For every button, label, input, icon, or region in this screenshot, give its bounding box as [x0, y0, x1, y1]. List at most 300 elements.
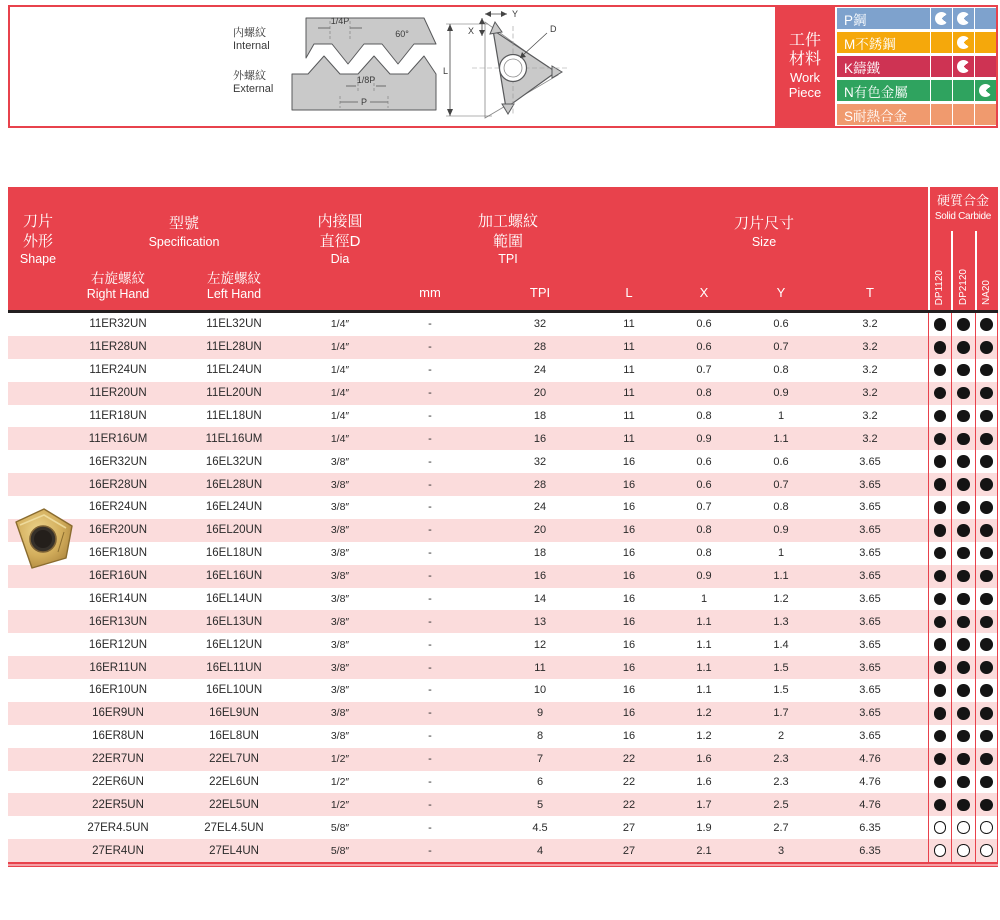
cell-y: 2 — [777, 730, 785, 743]
cell-x: 1.1 — [696, 615, 712, 628]
grade-mark-cell — [975, 725, 998, 748]
grade-mark-cell — [975, 839, 998, 862]
material-label: K鑄鐵 — [844, 60, 881, 76]
cell-x: 0.8 — [696, 524, 712, 537]
cell-tpi: 16 — [533, 570, 547, 583]
cell-x: 0.7 — [696, 501, 712, 514]
cell-l: 11 — [623, 364, 635, 377]
cell-dia: 3/8″ — [330, 592, 350, 605]
grade-mark-cell — [951, 793, 975, 816]
grade-mark-cell — [951, 679, 975, 702]
filled-dot-icon — [934, 776, 947, 789]
cell-dia: 1/4″ — [330, 387, 350, 400]
cell-mm: - — [428, 455, 432, 468]
filled-dot-icon — [957, 661, 970, 674]
cell-dia: 3/8″ — [330, 547, 350, 560]
cell-tpi: 24 — [533, 364, 547, 377]
table-row — [8, 656, 998, 679]
cell-right-hand: 16ER16UN — [88, 570, 148, 583]
insert-photo — [6, 496, 82, 584]
cell-left-hand: 16EL24UN — [205, 501, 263, 514]
cell-y: 0.9 — [773, 524, 789, 537]
cell-l: 16 — [622, 661, 636, 674]
filled-dot-icon — [957, 776, 970, 789]
cell-x: 1.7 — [696, 798, 712, 811]
cell-right-hand: 16ER20UN — [88, 524, 148, 537]
cell-dia: 3/8″ — [330, 638, 350, 651]
filled-dot-icon — [934, 364, 947, 377]
cell-y: 1.1 — [773, 432, 789, 445]
cell-tpi: 11 — [534, 661, 546, 674]
filled-dot-icon — [934, 684, 947, 697]
workpiece-legend — [775, 7, 996, 126]
table-row — [8, 519, 998, 542]
grade-mark-cell — [951, 816, 975, 839]
grade-mark-cell — [928, 588, 951, 611]
cell-l: 22 — [622, 753, 636, 766]
filled-dot-icon — [934, 707, 947, 720]
filled-dot-icon — [934, 341, 947, 354]
cell-l: 27 — [622, 821, 636, 834]
grade-mark-cell — [928, 748, 951, 771]
grade-mark-cell — [951, 656, 975, 679]
cell-x: 1.6 — [696, 753, 712, 766]
cell-tpi: 13 — [533, 615, 547, 628]
col-header-right-hand: 右旋螺紋 Right Hand — [86, 270, 150, 302]
grade-mark-cell — [951, 633, 975, 656]
cell-right-hand: 22ER6UN — [92, 775, 144, 788]
cell-l: 27 — [622, 844, 636, 857]
grade-mark-cell — [928, 427, 951, 450]
dim-y: Y — [512, 9, 519, 19]
grade-mark-cell — [928, 450, 951, 473]
cell-x: 0.8 — [696, 387, 712, 400]
grade-mark-cell — [975, 542, 998, 565]
filled-dot-icon — [934, 387, 947, 400]
cell-t: 3.2 — [862, 364, 878, 377]
dim-angle: 60° — [395, 29, 409, 39]
cell-x: 1.9 — [696, 821, 712, 834]
filled-dot-icon — [980, 455, 993, 468]
cell-tpi: 16 — [533, 432, 547, 445]
filled-dot-icon — [934, 799, 947, 812]
table-row — [8, 725, 998, 748]
grade-mark-cell — [975, 496, 998, 519]
cell-right-hand: 11ER18UN — [89, 409, 147, 422]
cell-right-hand: 22ER5UN — [92, 798, 144, 811]
cell-left-hand: 22EL7UN — [209, 753, 259, 766]
grade-mark-cell — [951, 427, 975, 450]
table-row — [8, 633, 998, 656]
table-row — [8, 542, 998, 565]
material-grade-cell — [974, 104, 996, 125]
table-row — [8, 610, 998, 633]
legend-title-line: Piece — [788, 85, 822, 101]
grade-mark-cell — [928, 473, 951, 496]
table-row — [8, 450, 998, 473]
cell-dia: 3/8″ — [330, 501, 350, 514]
cell-l: 16 — [622, 592, 636, 605]
filled-dot-icon — [934, 524, 947, 537]
cell-l: 11 — [623, 409, 635, 422]
dim-x: X — [468, 26, 475, 36]
cell-t: 3.2 — [862, 318, 878, 331]
cell-left-hand: 22EL5UN — [209, 798, 259, 811]
cell-mm: - — [428, 798, 432, 811]
cell-y: 0.9 — [773, 387, 789, 400]
grade-mark-cell — [928, 679, 951, 702]
cell-left-hand: 11EL24UN — [206, 364, 262, 377]
cell-left-hand: 16EL28UN — [205, 478, 263, 491]
workpiece-legend-title — [775, 7, 835, 126]
suitability-mark-icon — [957, 36, 970, 49]
cell-tpi: 32 — [533, 318, 547, 331]
cell-right-hand: 16ER28UN — [88, 478, 148, 491]
cell-tpi: 18 — [533, 547, 547, 560]
material-row — [837, 80, 996, 101]
filled-dot-icon — [980, 433, 993, 446]
cell-x: 0.8 — [696, 409, 712, 422]
cell-x: 0.6 — [696, 341, 712, 354]
cell-left-hand: 22EL6UN — [209, 775, 259, 788]
cell-t: 4.76 — [859, 798, 881, 811]
cell-mm: - — [428, 661, 432, 674]
col-header-grade-dp1120: DP1120 — [934, 269, 945, 305]
grade-mark-cell — [928, 359, 951, 382]
filled-dot-icon — [957, 341, 970, 354]
table-row — [8, 679, 998, 702]
table-body — [8, 313, 998, 862]
grade-mark-cell — [928, 542, 951, 565]
material-row — [837, 32, 996, 53]
table-row — [8, 336, 998, 359]
grade-mark-cell — [975, 405, 998, 428]
table-row — [8, 405, 998, 428]
material-grade-cell — [930, 104, 952, 125]
grade-mark-cell — [975, 748, 998, 771]
col-header-grade-na20: NA20 — [981, 279, 992, 305]
grade-mark-cell — [951, 748, 975, 771]
grade-mark-cell — [951, 725, 975, 748]
cell-l: 16 — [622, 478, 636, 491]
grade-mark-cell — [928, 405, 951, 428]
cell-tpi: 7 — [536, 753, 544, 766]
filled-dot-icon — [980, 387, 993, 400]
cell-t: 4.76 — [859, 753, 881, 766]
cell-t: 3.2 — [862, 409, 878, 422]
legend-title-line: 工件 — [788, 32, 821, 50]
cell-y: 1.2 — [773, 592, 789, 605]
grade-mark-cell — [928, 702, 951, 725]
cell-mm: - — [428, 707, 432, 720]
filled-dot-icon — [980, 776, 993, 789]
cell-l: 16 — [622, 707, 636, 720]
filled-dot-icon — [980, 753, 993, 766]
grade-mark-cell — [951, 382, 975, 405]
dim-d: D — [550, 24, 557, 34]
material-grade-cell — [930, 56, 952, 77]
external-thread-label — [233, 70, 273, 96]
table-row — [8, 793, 998, 816]
table-row — [8, 313, 998, 336]
cell-tpi: 9 — [536, 707, 544, 720]
cell-left-hand: 16EL18UN — [205, 547, 263, 560]
cell-mm: - — [428, 524, 432, 537]
cell-tpi: 4.5 — [532, 821, 548, 834]
cell-l: 16 — [622, 455, 636, 468]
filled-dot-icon — [980, 661, 993, 674]
table-header — [8, 187, 998, 313]
cell-dia: 5/8″ — [330, 821, 350, 834]
material-grade-cell — [952, 104, 974, 125]
cell-mm: - — [428, 501, 432, 514]
grade-mark-cell — [975, 793, 998, 816]
col-header-solid-carbide: 硬質合金 Solid Carbide — [934, 193, 992, 222]
table-row — [8, 748, 998, 771]
material-label: P鋼 — [844, 12, 867, 28]
cell-dia: 1/2″ — [330, 753, 350, 766]
filled-dot-icon — [957, 433, 970, 446]
cell-dia: 1/4″ — [330, 364, 350, 377]
internal-thread-label-en: Internal — [233, 39, 270, 52]
internal-thread-label-zh: 内螺紋 — [233, 27, 266, 39]
grade-mark-cell — [928, 336, 951, 359]
cell-y: 1 — [777, 409, 785, 422]
cell-right-hand: 27ER4.5UN — [87, 821, 149, 834]
grade-mark-cell — [975, 450, 998, 473]
cell-t: 3.65 — [859, 455, 881, 468]
material-row — [837, 104, 996, 125]
filled-dot-icon — [957, 410, 970, 423]
cell-l: 11 — [623, 387, 635, 400]
cell-t: 3.65 — [859, 478, 881, 491]
material-grade-cell — [930, 32, 952, 53]
table-row — [8, 588, 998, 611]
cell-t: 3.65 — [859, 707, 881, 720]
cell-left-hand: 11EL20UN — [206, 387, 262, 400]
cell-mm: - — [428, 592, 432, 605]
cell-l: 16 — [622, 547, 636, 560]
filled-dot-icon — [980, 478, 993, 491]
cell-left-hand: 16EL8UN — [209, 730, 259, 743]
cell-dia: 3/8″ — [330, 615, 350, 628]
external-thread-label-zh: 外螺紋 — [233, 70, 266, 82]
grade-mark-cell — [975, 313, 998, 336]
cell-y: 2.7 — [773, 821, 789, 834]
grade-mark-cell — [975, 610, 998, 633]
cell-left-hand: 16EL14UN — [205, 592, 263, 605]
cell-x: 0.9 — [696, 432, 712, 445]
open-dot-icon — [957, 844, 970, 857]
cell-y: 1.3 — [773, 615, 789, 628]
grade-mark-cell — [928, 313, 951, 336]
grade-mark-cell — [951, 588, 975, 611]
cell-mm: - — [428, 615, 432, 628]
cell-tpi: 4 — [536, 844, 544, 857]
filled-dot-icon — [957, 364, 970, 377]
grade-mark-cell — [928, 816, 951, 839]
cell-y: 1.1 — [773, 570, 789, 583]
cell-dia: 5/8″ — [330, 844, 350, 857]
filled-dot-icon — [980, 547, 993, 560]
material-grade-cell — [952, 80, 974, 101]
dim-l: L — [443, 66, 449, 76]
filled-dot-icon — [980, 318, 993, 331]
filled-dot-icon — [957, 501, 970, 514]
table-row — [8, 382, 998, 405]
cell-right-hand: 16ER32UN — [88, 455, 148, 468]
cell-t: 4.76 — [859, 775, 881, 788]
thread-profile-diagram — [278, 10, 443, 118]
insert-dimension-diagram — [440, 8, 645, 120]
col-header-tpi: TPI — [529, 284, 551, 300]
suitability-mark-icon — [957, 60, 970, 73]
filled-dot-icon — [957, 593, 970, 606]
cell-left-hand: 16EL13UN — [205, 615, 263, 628]
col-header-t: T — [866, 284, 874, 300]
cell-l: 16 — [622, 570, 636, 583]
cell-y: 0.6 — [773, 455, 789, 468]
cell-right-hand: 11ER32UN — [89, 318, 147, 331]
cell-mm: - — [428, 341, 432, 354]
filled-dot-icon — [980, 638, 993, 651]
material-row — [837, 8, 996, 29]
cell-dia: 1/2″ — [330, 798, 350, 811]
cell-left-hand: 16EL12UN — [205, 638, 263, 651]
cell-dia: 3/8″ — [330, 684, 350, 697]
cell-right-hand: 22ER7UN — [92, 753, 144, 766]
cell-t: 3.65 — [859, 684, 881, 697]
table-row — [8, 473, 998, 496]
cell-x: 1.1 — [696, 661, 712, 674]
cell-dia: 3/8″ — [330, 707, 350, 720]
cell-x: 0.7 — [696, 364, 712, 377]
cell-tpi: 28 — [533, 478, 547, 491]
cell-x: 0.6 — [696, 478, 712, 491]
grade-mark-cell — [928, 496, 951, 519]
cell-y: 0.8 — [773, 364, 789, 377]
cell-l: 16 — [622, 615, 636, 628]
grade-mark-cell — [975, 679, 998, 702]
cell-x: 2.1 — [696, 844, 712, 857]
dim-eighth-p: 1/8P — [356, 75, 376, 85]
cell-y: 1.7 — [773, 707, 789, 720]
cell-right-hand: 16ER14UN — [88, 592, 148, 605]
cell-y: 1.5 — [773, 684, 789, 697]
filled-dot-icon — [980, 707, 993, 720]
cell-l: 16 — [622, 730, 636, 743]
cell-x: 0.9 — [696, 570, 712, 583]
cell-x: 1.1 — [696, 684, 712, 697]
cell-y: 1.4 — [773, 638, 789, 651]
grade-mark-cell — [975, 427, 998, 450]
table-row — [8, 565, 998, 588]
grade-mark-cell — [928, 771, 951, 794]
cell-l: 11 — [623, 341, 635, 354]
material-grade-cell — [930, 8, 952, 29]
grade-mark-cell — [975, 588, 998, 611]
grade-mark-cell — [951, 473, 975, 496]
grade-mark-cell — [975, 633, 998, 656]
filled-dot-icon — [957, 799, 970, 812]
cell-dia: 3/8″ — [330, 455, 350, 468]
cell-tpi: 20 — [533, 524, 547, 537]
cell-l: 22 — [622, 798, 636, 811]
cell-t: 6.35 — [859, 821, 881, 834]
filled-dot-icon — [934, 455, 947, 468]
col-header-mm: mm — [419, 284, 441, 300]
cell-x: 1.2 — [696, 730, 712, 743]
material-label: S耐熱合金 — [844, 108, 908, 124]
cell-left-hand: 11EL16UM — [205, 432, 263, 445]
material-label: N有色金屬 — [844, 84, 908, 100]
filled-dot-icon — [957, 547, 970, 560]
cell-x: 0.6 — [696, 455, 712, 468]
cell-t: 3.2 — [862, 341, 878, 354]
open-dot-icon — [934, 821, 947, 834]
table-row — [8, 816, 998, 839]
cell-right-hand: 16ER13UN — [88, 615, 148, 628]
cell-mm: - — [428, 638, 432, 651]
internal-thread-label — [233, 27, 270, 53]
cell-mm: - — [428, 318, 432, 331]
material-label: M不銹鋼 — [844, 36, 896, 52]
grade-mark-cell — [951, 610, 975, 633]
filled-dot-icon — [957, 318, 970, 331]
filled-dot-icon — [957, 570, 970, 583]
cell-y: 3 — [777, 844, 785, 857]
legend-title-line: 材料 — [788, 51, 821, 69]
cell-tpi: 28 — [533, 341, 547, 354]
filled-dot-icon — [957, 455, 970, 468]
suitability-mark-icon — [957, 12, 970, 25]
filled-dot-icon — [934, 501, 947, 514]
cell-l: 16 — [622, 638, 636, 651]
open-dot-icon — [980, 821, 993, 834]
table-bottom-rule — [8, 862, 998, 867]
filled-dot-icon — [957, 478, 970, 491]
cell-right-hand: 16ER24UN — [88, 501, 148, 514]
grade-mark-cell — [928, 633, 951, 656]
filled-dot-icon — [980, 730, 993, 743]
cell-left-hand: 16EL10UN — [205, 684, 263, 697]
grade-mark-cell — [951, 313, 975, 336]
legend-title-line: Work — [789, 70, 821, 86]
cell-y: 1 — [777, 547, 785, 560]
material-grade-cell — [974, 32, 996, 53]
cell-y: 2.5 — [773, 798, 789, 811]
cell-l: 16 — [622, 501, 636, 514]
grade-mark-cell — [975, 656, 998, 679]
cell-right-hand: 16ER12UN — [88, 638, 148, 651]
grade-mark-cell — [951, 771, 975, 794]
cell-y: 0.8 — [773, 501, 789, 514]
filled-dot-icon — [934, 638, 947, 651]
cell-x: 1.2 — [696, 707, 712, 720]
cell-tpi: 6 — [536, 775, 544, 788]
grade-mark-cell — [928, 610, 951, 633]
material-grade-cell — [952, 32, 974, 53]
grade-mark-cell — [951, 450, 975, 473]
cell-mm: - — [428, 821, 432, 834]
suitability-mark-icon — [935, 12, 948, 25]
grade-mark-cell — [975, 473, 998, 496]
cell-right-hand: 11ER16UM — [88, 432, 148, 445]
cell-right-hand: 16ER8UN — [92, 730, 144, 743]
grade-mark-cell — [928, 839, 951, 862]
cell-y: 0.7 — [773, 478, 789, 491]
grade-mark-cell — [975, 519, 998, 542]
